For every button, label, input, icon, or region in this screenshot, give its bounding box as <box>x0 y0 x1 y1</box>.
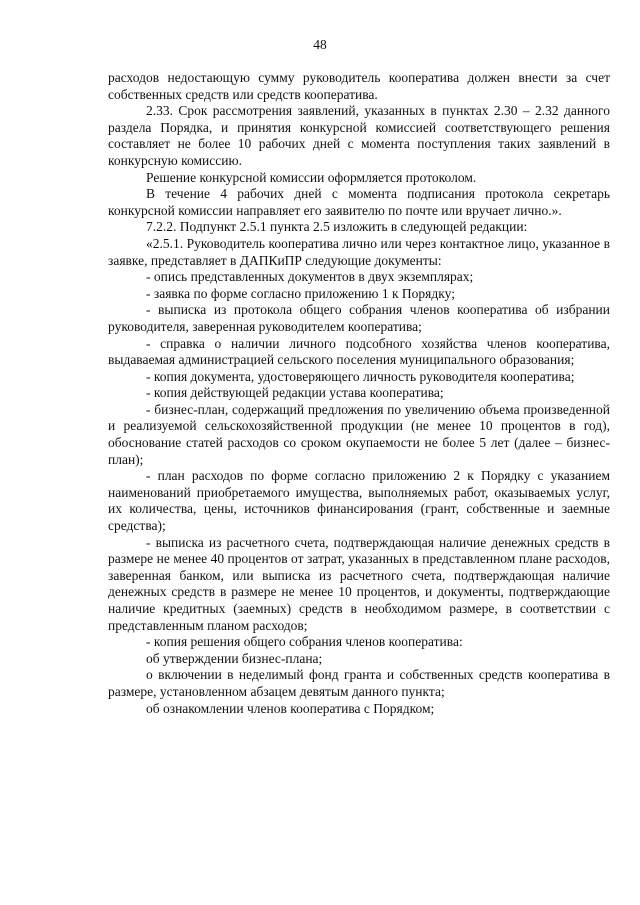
paragraph: В течение 4 рабочих дней с момента подписания протокола секретарь конкурсной комиссии направляет его заявителю по почте или вручает лично.». <box>108 186 610 218</box>
paragraph: - план расходов по форме согласно приложению 2 к Порядку с указанием наименований приобретаемого имущества, выполняемых работ, оказываемых услуг, их количества, цены, источников финансирования (грант, собственные и заемные средства); <box>108 468 610 534</box>
paragraph: - заявка по форме согласно приложению 1 к Порядку; <box>146 285 455 301</box>
paragraph: об утверждении бизнес-плана; <box>146 650 323 666</box>
paragraph: 2.33. Срок рассмотрения заявлений, указанных в пунктах 2.30 – 2.32 данного раздела Порядка, и принятия конкурсной комиссией соответствующего решения составляет не более 10 рабочих дней с момента поступления таких заявлений в конкурсную комиссию. <box>108 103 610 168</box>
paragraph: Решение конкурсной комиссии оформляется протоколом. <box>146 169 477 185</box>
paragraph: - копия решения общего собрания членов кооператива: <box>146 634 463 650</box>
paragraph: - бизнес-план, содержащий предложения по увеличению объема произведенной и реализуемой сельскохозяйственной продукции (не менее 10 процентов в год), обоснование статей расходов со сроком окупаемости не более 5 лет (далее – бизнес-план); <box>108 401 610 467</box>
document-body <box>108 70 610 717</box>
paragraph: - выписка из протокола общего собрания членов кооператива об избрании руководителя, заверенная руководителем кооператива; <box>108 302 610 334</box>
paragraph: - справка о наличии личного подсобного хозяйства членов кооператива, выдаваемая администрацией сельского поселения муниципального образования; <box>108 335 610 368</box>
paragraph: расходов недостающую сумму руководитель кооператива должен внести за счет собственных средств или средств кооператива. <box>108 70 610 102</box>
paragraph: о включении в неделимый фонд гранта и собственных средств кооператива в размере, установленном абзацем девятым данного пункта; <box>108 667 610 699</box>
paragraph: - копия документа, удостоверяющего личность руководителя кооператива; <box>146 368 575 384</box>
paragraph: об ознакомлении членов кооператива с Порядком; <box>146 700 435 716</box>
paragraph: «2.5.1. Руководитель кооператива лично или через контактное лицо, указанное в заявке, представляет в ДАПКиПР следующие документы: <box>108 235 610 268</box>
paragraph: - выписка из расчетного счета, подтверждающая наличие денежных средств в размере не менее 40 процентов от затрат, указанных в представленном плане расходов, заверенная банком, или выписка из расчетного счета, подтверждающая наличие денежных средств в размере не менее 10 процентов, и документы, подтверждающие наличие кредитных (заемных) средств в необходимом размере, в соответствии с представленным планом расходов; <box>108 534 610 633</box>
paragraph: 7.2.2. Подпункт 2.5.1 пункта 2.5 изложить в следующей редакции: <box>146 219 528 235</box>
paragraph: - копия действующей редакции устава кооператива; <box>146 385 444 401</box>
page-number: 48 <box>313 37 327 52</box>
paragraph: - опись представленных документов в двух экземплярах; <box>146 269 474 285</box>
